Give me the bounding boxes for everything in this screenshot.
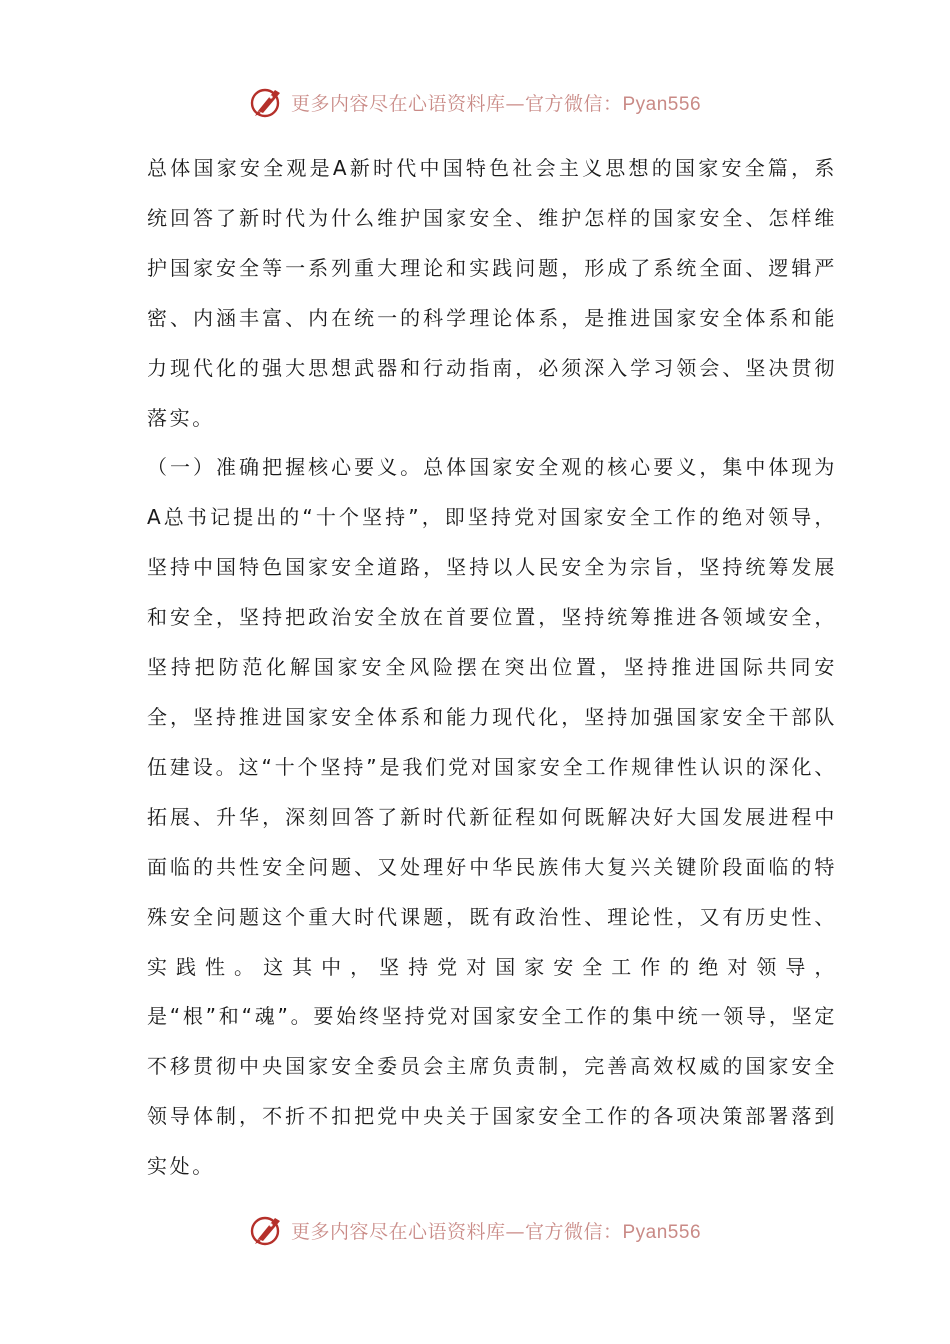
wechat-id: 官方微信：Pyan556 <box>525 93 702 115</box>
document-body <box>147 144 837 1192</box>
banner-text: 更多内容尽在心语资料库—官方微信：Pyan556 <box>290 1220 702 1243</box>
wechat-id: 官方微信：Pyan556 <box>525 1221 702 1243</box>
footer-banner <box>0 1210 950 1250</box>
paragraph-intro: 总体国家安全观是A新时代中国特色社会主义思想的国家安全篇，系统回答了新时代为什么维护国家安全、维护怎样的国家安全、怎样维护国家安全等一系列重大理论和实践问题，形成了系统全面、逻辑严密、内涵丰富、内在统一的科学理论体系，是推进国家安全体系和能力现代化的强大思想武器和行动指南，必须深入学习领会、坚决贯彻落实。 <box>147 156 837 430</box>
header-banner <box>0 82 950 122</box>
banner-text: 更多内容尽在心语资料库—官方微信：Pyan556 <box>290 92 702 115</box>
pen-nib-circle-icon <box>249 1212 285 1248</box>
paragraph-core-essence: （一）准确把握核心要义。总体国家安全观的核心要义，集中体现为A总书记提出的“十个坚持”，即坚持党对国家安全工作的绝对领导，坚持中国特色国家安全道路，坚持以人民安全为宗旨，坚持统筹发展和安全，坚持把政治安全放在首要位置，坚持统筹推进各领域安全，坚持把防范化解国家安全风险摆在突出位置，坚持推进国际共同安全，坚持推进国家安全体系和能力现代化，坚持加强国家安全干部队伍建设。这“十个坚持”是我们党对国家安全工作规律性认识的深化、拓展、升华，深刻回答了新时代新征程如何既解决好大国发展进程中面临的共性安全问题、又处理好中华民族伟大复兴关键阶段面临的特殊安全问题这个重大时代课题，既有政治性、理论性，又有历史性、实践性。这其中，坚持党对国家安全工作的绝对领导，是“根”和“魂”。要始终坚持党对国家安全工作的集中统一领导，坚定不移贯彻中央国家安全委员会主席负责制，完善高效权威的国家安全领导体制，不折不扣把党中央关于国家安全工作的各项决策部署落到实处。 <box>147 455 837 1179</box>
pen-nib-circle-icon <box>249 84 285 120</box>
